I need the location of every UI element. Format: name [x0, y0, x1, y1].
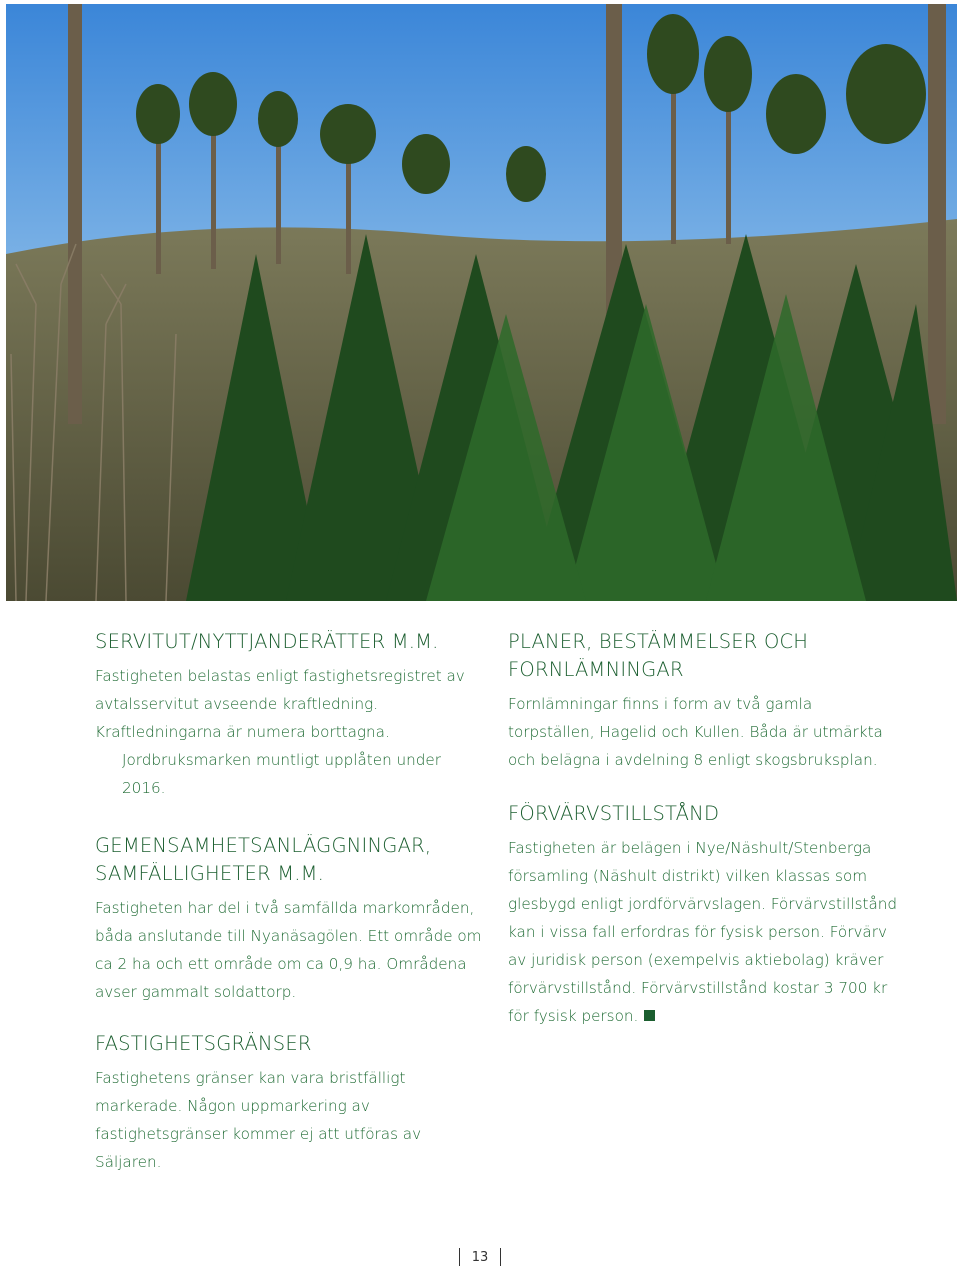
text-forvarv-body: Fastigheten är belägen i Nye/Näshult/Stenberga församling (Näshult distrikt) vilken klassas som glesbygd enligt jordförvärvslagen. Förvärvstillstånd kan i vissa fall erfordras för fysisk person. Förvärv av juridisk person (exempelvis aktiebolag) kräver förvärvstillstånd. Förvärvstillstånd kostar 3 700 kr för fysisk person. [508, 839, 898, 1025]
section-servitut [95, 628, 487, 802]
heading-gemensam: GEMENSAMHETSANLÄGGNINGAR, SAMFÄLLIGHETER M.M. [95, 834, 432, 885]
section-gemensam [95, 832, 487, 1006]
text-planer: Fornlämningar finns i form av två gamla torpställen, Hagelid och Kullen. Båda är utmärkta och belägna i avdelning 8 enligt skogsbruksplan. [508, 695, 883, 769]
heading-planer: PLANER, BESTÄMMELSER OCH FORNLÄMNINGAR [508, 630, 809, 681]
text-servitut-para2: Jordbruksmarken muntligt upplåten under 2016. [122, 751, 442, 797]
text-servitut [95, 662, 487, 802]
heading-servitut: SERVITUT/NYTTJANDERÄTTER M.M. [95, 630, 439, 653]
forest-photo [6, 4, 957, 601]
text-servitut-para: Fastigheten belastas enligt fastighetsregistret av avtalsservitut avseende kraftledning. Kraftledningarna är numera borttagna. [95, 667, 465, 741]
page-number: 13 [471, 1249, 489, 1265]
section-grans [95, 1030, 487, 1176]
right-column [508, 628, 900, 1052]
footer-divider-right [500, 1248, 501, 1266]
heading-forvarv: FÖRVÄRVSTILLSTÅND [508, 802, 720, 825]
text-grans: Fastighetens gränser kan vara bristfälligt markerade. Någon uppmarkering av fastighetsgränser kommer ej att utföras av Säljaren. [95, 1069, 422, 1171]
text-forvarv [508, 834, 900, 1030]
forest-illustration [6, 4, 957, 601]
page-footer [0, 1248, 960, 1266]
section-planer [508, 628, 900, 774]
text-gemensam: Fastigheten har del i två samfällda markområden, båda anslutande till Nyanäsagölen. Ett område om ca 2 ha och ett område om ca 0,9 ha. Områdena avser gammalt soldattorp. [95, 899, 482, 1001]
heading-grans: FASTIGHETSGRÄNSER [95, 1032, 312, 1055]
section-forvarv [508, 800, 900, 1030]
end-square-icon [644, 1010, 655, 1021]
left-column [95, 628, 487, 1198]
